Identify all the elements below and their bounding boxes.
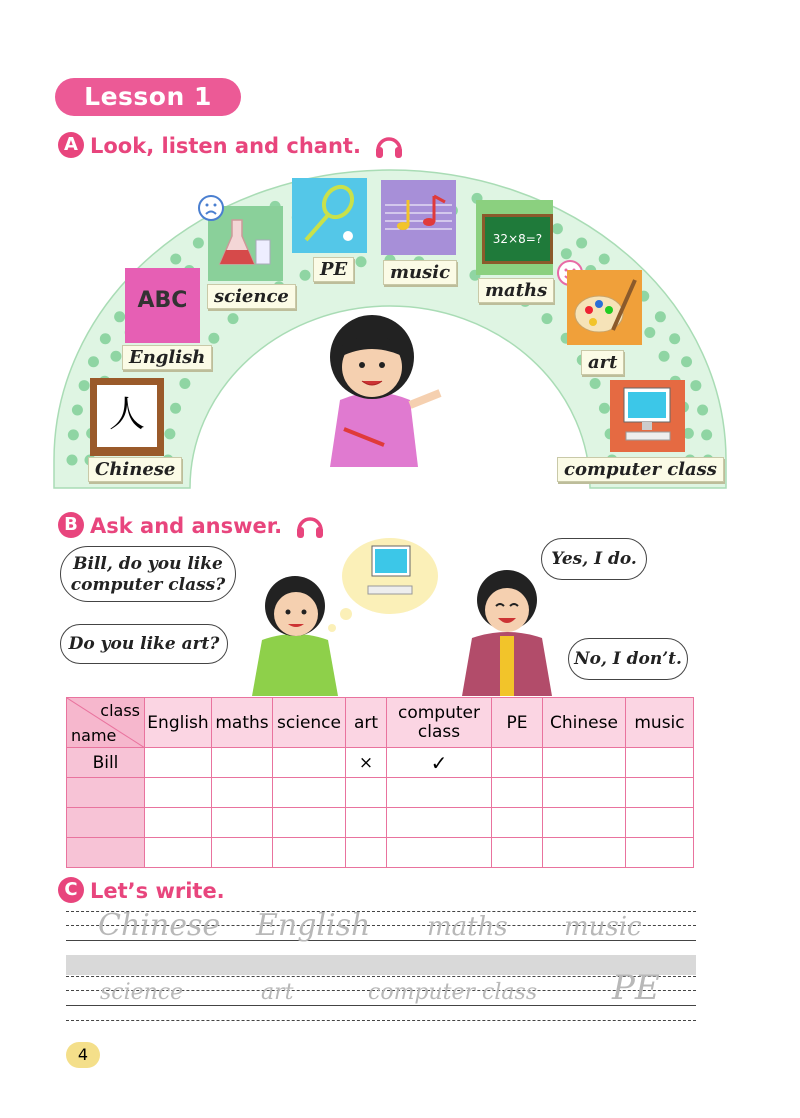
column-header: music [626, 698, 694, 748]
corner-label-name: name [71, 726, 117, 745]
table-cell[interactable] [387, 778, 492, 808]
teacher-figure [300, 305, 450, 467]
table-row [67, 808, 694, 838]
table-cell[interactable] [543, 838, 626, 868]
table-cell[interactable] [543, 748, 626, 778]
column-header: Chinese [543, 698, 626, 748]
abc-text: ABC [137, 288, 188, 313]
computer-card [610, 380, 685, 452]
table-cell[interactable] [626, 808, 694, 838]
english-card [125, 268, 200, 343]
table-cell[interactable] [543, 778, 626, 808]
name-cell[interactable] [67, 838, 145, 868]
trace-word: PE [612, 968, 660, 1008]
section-b-heading [58, 512, 325, 547]
table-cell[interactable] [346, 838, 387, 868]
label-art: art [581, 350, 624, 375]
music-card [381, 180, 456, 255]
table-cell[interactable] [346, 778, 387, 808]
trace-word: art [261, 980, 294, 1005]
table-cell-cross[interactable]: × [346, 748, 387, 778]
sad-face-icon [196, 193, 226, 227]
speech-bubble-question-art: Do you like art? [60, 624, 228, 664]
label-english: English [122, 345, 212, 370]
table-cell[interactable] [543, 808, 626, 838]
page-number: 4 [66, 1042, 100, 1068]
trace-word: music [564, 912, 642, 942]
table-row [67, 748, 694, 778]
boy-figure [452, 562, 562, 696]
art-card [567, 270, 642, 345]
lesson-title: Lesson 1 [55, 78, 241, 116]
table-cell[interactable] [212, 748, 273, 778]
writing-line [66, 976, 696, 977]
table-cell[interactable] [492, 748, 543, 778]
table-cell[interactable] [387, 838, 492, 868]
section-c-letter: C [58, 877, 84, 903]
table-cell[interactable] [273, 778, 346, 808]
section-c-heading [58, 877, 225, 905]
column-header: English [145, 698, 212, 748]
column-header: maths [212, 698, 273, 748]
trace-word: maths [427, 912, 508, 942]
table-cell[interactable] [273, 808, 346, 838]
girl-figure [240, 568, 350, 696]
table-cell[interactable] [626, 838, 694, 868]
table-corner-cell [67, 698, 145, 748]
table-cell[interactable] [145, 778, 212, 808]
corner-label-class: class [100, 701, 140, 720]
label-computer-class: computer class [557, 457, 724, 482]
speech-bubble-yes: Yes, I do. [541, 538, 647, 580]
writing-line [66, 1020, 696, 1021]
table-row [67, 838, 694, 868]
column-header: science [273, 698, 346, 748]
table-cell[interactable] [346, 808, 387, 838]
table-cell[interactable] [273, 748, 346, 778]
trace-word: computer class [368, 980, 538, 1005]
table-cell[interactable] [145, 808, 212, 838]
column-header: computer class [387, 698, 492, 748]
table-cell[interactable] [626, 778, 694, 808]
table-cell[interactable] [212, 838, 273, 868]
label-maths: maths [478, 278, 554, 303]
chinese-character: 人 [97, 385, 157, 447]
section-b-title: Ask and answer. [90, 514, 283, 538]
speech-bubble-question-computer: Bill, do you like computer class? [60, 546, 236, 602]
table-cell[interactable] [492, 808, 543, 838]
table-cell[interactable] [492, 778, 543, 808]
table-row [67, 778, 694, 808]
writing-gap-band [66, 955, 696, 975]
label-chinese: Chinese [88, 457, 182, 482]
survey-table [66, 697, 694, 868]
table-header-row [67, 698, 694, 748]
table-cell[interactable] [145, 748, 212, 778]
table-cell[interactable] [212, 778, 273, 808]
section-b-letter: B [58, 512, 84, 538]
writing-baseline [66, 1005, 696, 1006]
speech-bubble-no: No, I don’t. [568, 638, 688, 680]
section-a-letter: A [58, 132, 84, 158]
maths-board-text: 32×8=? [482, 214, 553, 264]
name-cell[interactable] [67, 808, 145, 838]
name-cell[interactable]: Bill [67, 748, 145, 778]
trace-word: science [100, 980, 184, 1005]
table-cell[interactable] [212, 808, 273, 838]
label-science: science [207, 284, 296, 309]
table-cell[interactable] [492, 838, 543, 868]
section-a-title: Look, listen and chant. [90, 134, 361, 158]
section-c-title: Let’s write. [90, 879, 225, 903]
name-cell[interactable] [67, 778, 145, 808]
table-cell[interactable] [273, 838, 346, 868]
maths-card [476, 200, 553, 275]
chinese-card [90, 378, 164, 456]
trace-word: Chinese [98, 908, 221, 943]
table-cell[interactable] [145, 838, 212, 868]
column-header: art [346, 698, 387, 748]
label-music: music [383, 260, 457, 285]
trace-word: English [256, 908, 371, 943]
column-header: PE [492, 698, 543, 748]
table-cell[interactable] [387, 808, 492, 838]
pe-card [292, 178, 367, 253]
label-pe: PE [313, 257, 354, 282]
table-cell-check[interactable]: ✓ [387, 748, 492, 778]
table-cell[interactable] [626, 748, 694, 778]
